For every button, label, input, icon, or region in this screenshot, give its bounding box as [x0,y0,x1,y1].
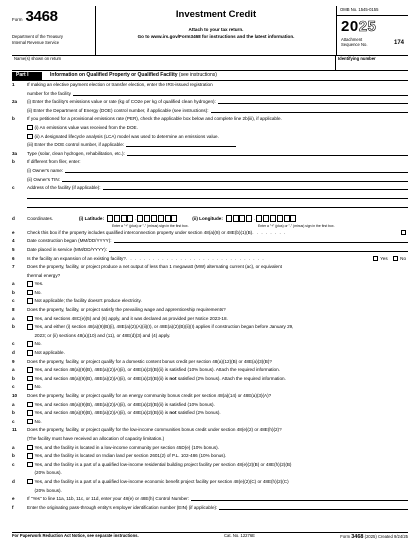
net-output-no-checkbox[interactable] [27,290,33,296]
line-8a: a Yes, and sections 48C(e)(5) and (6) apply, and it was declared as provided per Notice 2023-18. [12,316,408,325]
domestic-9c-checkbox[interactable] [27,384,33,390]
line-text: Yes, and section 48(a)(9)(B), 48E(a)(2)(A)(ii), or 48E(a)(2)(B)(ii) is not satisfied (2% bonus). Attach the required information. [34,375,286,381]
line-text: (ii) A designated lifecycle analysis (LCA) model was used to determine an emissions value. [34,133,219,139]
line-11d: d Yes, and the facility is a part of a qualified low-income economic benefit project facility per section 48(e)(2)(C) or 48E(h)(2)(C) [12,479,408,488]
lowincome-11b-checkbox[interactable] [27,453,33,459]
attachment-sequence [337,37,408,47]
attach-note: Attach to your tax return. [188,26,244,32]
line-2a-ii [12,108,408,117]
longitude-label: (ii) Longitude: [192,215,223,221]
line-11: 11 Does the property, facility, or project qualify for the low-income communities bonus credit under section 48(e)(2) or 48E(h)(2)? [12,427,408,436]
line-text: (20% bonus). [34,470,62,476]
line-text: Yes, and the facility is a part of a qualified low-income economic benefit project facility per section 48(e)(2)(C) or 48E(h)(2)(C) [34,478,289,484]
paperwork-notice: For Paperwork Reduction Act Notice, see separate instructions. [12,533,139,538]
dept-line-1: Department of the Treasury [12,34,63,40]
line-11b: b Yes, and the facility is located on Indian land per section 2601(2) of P.L. 102-486 (10% bonus). [12,453,408,462]
construction-date-input[interactable] [114,238,408,243]
form-footer [12,532,408,540]
energy-10b-checkbox[interactable] [27,410,33,416]
omb-number: OMB No. 1545-0155 [337,6,408,16]
tax-year [337,16,408,37]
line-2b-i [12,125,408,134]
line-6: 6 Is the facility an expansion of an existing facility? . . . . . . . . . . . . . . . . . . . . . . . . . . . . . . . Yes No [12,255,406,261]
doe-control-number-input[interactable] [211,108,408,113]
line-text: Coordinates. [27,215,54,221]
line-7b: b No. [12,289,42,295]
line-text: number for the facility [27,90,71,96]
line-text: Yes, and sections 48C(e)(5) and (6) apply, and it was declared as provided per Notice 2023-18. [34,315,228,321]
line-text: Is the facility an expansion of an existing facility? [27,255,126,261]
attachment-labels [341,37,368,47]
domestic-9b-checkbox[interactable] [27,376,33,382]
line-text: Address of the facility (if applicable): [27,185,101,191]
footer-form-id: Form 3468 (2025) Created 9/24/25 [340,534,408,540]
interconnection-checkbox[interactable] [401,230,407,236]
line-text: (ii) Owner's TIN: [27,176,60,182]
facility-address-input-3[interactable] [27,203,408,208]
header-left [12,6,96,55]
catalog-number: Cat. No. 12276E [224,533,255,538]
line-text: (i) An emissions value was received from the DOE. [34,124,138,130]
line-2b: b If you petitioned for a provisional emissions rate (PER), check the applicable box below and complete line 2b(iii), if applicable. [12,116,408,125]
line-text: (i) Enter the facility's emissions value or rate (kg of CO2e per kg of qualified clean hydrogen): [27,99,216,105]
line-3b: b If different from filer, enter: [12,159,408,168]
line-text: Does the property, facility, or project qualify for a domestic content bonus credit per section 48(a)(12)(B) or 48E(a)(3)(B)? [27,358,272,364]
line-11-note [12,436,408,445]
department [12,34,95,45]
dept-line-2: Internal Revenue Service [12,39,60,45]
expansion-no-checkbox[interactable] [393,256,399,262]
line-7a: a Yes. [12,281,44,287]
part-label: Part I [12,72,42,80]
longitude-hint: Enter a "+" (plus) or "-" (minus) sign in the first box. [258,223,335,228]
form-number-block [12,8,95,25]
line-3a: 3a Type (solar, clean hydrogen, rehabilitation, etc.): [12,151,408,160]
line-8: 8 Does the property, facility, or project satisfy the prevailing wage and apprenticeship requirements? [12,307,408,316]
lowincome-11a-checkbox[interactable] [27,445,33,451]
domestic-9a-checkbox[interactable] [27,367,33,373]
line-text: Yes, and section 48(a)(9)(B), 48E(a)(2)(A)(ii), or 48E(a)(2)(B)(ii) is satisfied (10% bonus). [34,401,215,407]
line-text: Not applicable; the facility doesn't produce electricity. [34,298,142,304]
line-text: (iii) Enter the DOE control number, if applicable: [27,142,125,148]
line-text: Yes, and the facility is located on Indian land per section 2601(2) of P.L. 102-486 (10% bonus). [34,453,227,459]
header-right [336,6,408,55]
line-text: If you petitioned for a provisional emissions rate (PER), check the applicable box below and complete line 2b(iii), if applicable. [27,116,282,122]
name-row [12,56,408,71]
line-text: If different from filer, enter: [27,159,81,165]
line-9c: c No. [12,384,42,390]
owner-name-input[interactable] [65,168,408,173]
expansion-yes-checkbox[interactable] [373,256,379,262]
form-number: 3468 [25,8,58,25]
line-text: thermal energy? [27,272,61,278]
goto-note: Go to www.irs.gov/Form3468 for instructions and the latest information. [137,34,295,40]
line-text: Yes, and section 48(a)(9)(B), 48E(a)(2)(A)(ii), or 48E(a)(2)(B)(ii) is satisfied (10% bonus). Attach the required information. [34,367,280,373]
line-7-cont [12,273,408,282]
line-text: Check this box if the property includes qualified interconnection property under section 48(a)(8) or 48E(b)(1)(B) [27,229,253,235]
wage-8c-checkbox[interactable] [27,341,33,347]
registration-number-input[interactable] [73,91,408,96]
line-text: Yes, and the facility is a part of a qualified low-income residential building project facility per section 48(e)(2)(B) or 48E(h)(2)(B) [34,461,292,467]
line-number: 1 [12,82,15,87]
name-field[interactable]: Name(s) shown on return [12,56,336,70]
line-text: (20% bonus). [34,487,62,493]
year-outline: 25 [358,17,377,35]
facility-address-input[interactable] [103,185,408,190]
part-title [42,73,217,79]
line-text: Yes, and the facility is located in a low-income community per section 45D(e) (10% bonus). [34,444,219,450]
control-number-input[interactable] [191,496,408,501]
address-line-2 [12,194,408,203]
line-10: 10 Does the property, facility, or project qualify for an energy community bonus credit per section 48(a)(14) or 48E(a)(3)(A)? [12,393,408,402]
line-11a: a Yes, and the facility is located in a low-income community per section 45D(e) (10% bonus). [12,445,408,454]
line-5: 5 Date placed in service (MM/DD/YYYY): [12,247,408,256]
line-10a: a Yes, and section 48(a)(9)(B), 48E(a)(2)(A)(ii), or 48E(a)(2)(B)(ii) is satisfied (10% bonus). [12,402,408,411]
line-2b-iii [12,142,408,151]
latitude-label: (i) Latitude: [79,215,105,221]
line-3d: d Coordinates. (i) Latitude: . (ii) Longitude: . [12,212,408,225]
line-3c: c Address of the facility (if applicable): [12,185,408,194]
line-9b: b Yes, and section 48(a)(9)(B), 48E(a)(2)(A)(ii), or 48E(a)(2)(B)(ii) is not satisfied (2% bonus). Attach the required information. [12,376,408,385]
no-label: No [400,255,406,261]
line-text: (The facility must have received an allocation of capacity limitation.) [27,435,165,441]
line-11e: e If "Yes" to line 11a, 11b, 11c, or 11d, enter your 48(e) or 48E(h) Control Number: [12,496,408,505]
emissions-value-checkbox[interactable] [27,125,33,131]
lca-model-checkbox[interactable] [27,134,33,140]
year-solid: 20 [341,17,359,35]
line-text: 2023; or (ii) sections 48(a)(10) and (11), or 48E(d)(3) and (4) apply. [34,332,171,338]
line-8c: c No. [12,341,42,347]
yes-label: Yes [380,255,388,261]
line-text: Does the property, facility, or project qualify for the low-income communities bonus credit under section 48(e)(2) or 48E(h)(2)? [27,427,282,433]
line-9: 9 Does the property, facility, or project qualify for a domestic content bonus credit per section 48(a)(12)(B) or 48E(a)(3)(B)? [12,359,408,368]
line-2a-i: 2a (i) Enter the facility's emissions value or rate (kg of CO2e per kg of qualified clean hydrogen): [12,99,408,108]
line-3e: e Check this box if the property includes qualified interconnection property under section 48(a)(8) or 48E(b)(1)(B) . . . . . . . . [12,230,408,239]
line-text: Does the property, facility, or project qualify for an energy community bonus credit per section 48(a)(14) or 48E(a)(3)(A)? [27,393,272,398]
line-text: Yes. [34,281,44,287]
line-text: Does the property, facility, or project satisfy the prevailing wage and apprenticeship requirements? [27,307,226,313]
line-3b-i [12,168,408,177]
part-title-text: Information on Qualified Property or Qualified Facility [50,72,178,79]
energy-10a-checkbox[interactable] [27,402,33,408]
line-8b-cont [12,333,408,342]
line-1-cont [12,91,408,100]
line-text: Enter the originating pass-through entity's employer identification number (EIN) (if applicable): [27,504,218,510]
line-text: (ii) Enter the Department of Energy (DOE) control number, if applicable (see instructions): [27,107,209,113]
placed-in-service-input[interactable] [109,247,408,252]
line-text: Yes, and section 48(a)(9)(B), 48E(a)(2)(A)(ii), or 48E(a)(2)(B)(ii) is not satisfied (2% bonus). [34,410,221,416]
line-text: If "Yes" to line 11a, 11b, 11c, or 11d, enter your 48(e) or 48E(h) Control Number: [27,496,190,502]
ein-input[interactable] [219,505,408,510]
owner-tin-input[interactable] [62,177,408,182]
net-output-na-checkbox[interactable] [27,298,33,304]
address-line-3 [12,203,408,212]
line-7: 7 Does the property, facility, or project produce a net output of less than 1 megawatt (MW) alternating current (ac), or equivalent [12,264,408,273]
line-10b: b Yes, and section 48(a)(9)(B), 48E(a)(2)(A)(ii), or 48E(a)(2)(B)(ii) is not satisfied (2% bonus). [12,410,408,419]
line-7c: c Not applicable; the facility doesn't produce electricity. [12,298,142,304]
line-text: Does the property, facility, or project produce a net output of less than 1 megawatt (MW) alternating current (ac), or equivalent [27,264,282,270]
line-1 [12,82,408,91]
line-3b-ii [12,177,408,186]
sequence-number: 174 [393,39,404,46]
line-10c: c No. [12,418,42,424]
doe-control-input[interactable] [126,142,236,147]
wage-8a-checkbox[interactable] [27,316,33,322]
wage-8d-checkbox[interactable] [27,350,33,356]
sequence-label: Sequence No. [341,42,368,48]
latitude-hint: Enter a "+" (plus) or "-" (minus) sign in the first box. [112,223,189,228]
facility-address-input-2[interactable] [27,194,408,199]
line-text: (i) Owner's name: [27,167,64,173]
line-text: Type (solar, clean hydrogen, rehabilitation, etc.): [27,150,125,156]
energy-10c-checkbox[interactable] [27,419,33,425]
line-text: No. [34,384,42,390]
line-11f: f Enter the originating pass-through entity's employer identification number (EIN) (if applicable): [12,505,408,514]
line-text: No. [34,418,42,424]
line-11d-cont [12,488,408,497]
line-text: No. [34,289,42,295]
line-11c: c Yes, and the facility is a part of a qualified low-income residential building project facility per section 48(e)(2)(B) or 48E(h)(2)(B) [12,462,408,471]
line-text: Date construction began (MM/DD/YYYY): [27,238,112,244]
type-input[interactable] [127,151,408,156]
attachment-label: Attachment [341,37,363,43]
line-text: Not applicable. [34,350,65,356]
form-header [12,6,408,56]
part-see: (see instructions) [178,72,217,79]
form-title: Investment Credit [175,9,257,20]
lowincome-11c-checkbox[interactable] [27,462,33,468]
header-center [96,6,336,55]
part-header [12,72,408,81]
longitude-boxes[interactable]: . [226,215,297,222]
form-word: Form [12,17,23,22]
emissions-value-input[interactable] [218,99,408,104]
line-text: Yes, and either (i) section 48(a)(9)(B)(i), 48E(a)(2)(A)(ii)(I), or 48E(a)(2)(B)(ii)(I) applies if construction began before January 29, [34,324,294,330]
line-text: If making an elective payment election or transfer election, enter the IRS-issued registration [27,82,213,87]
line-text: No. [34,341,42,347]
lowincome-11d-checkbox[interactable] [27,479,33,485]
line-11c-cont [12,470,408,479]
latitude-boxes[interactable]: . [107,215,178,222]
identifying-number-field[interactable]: Identifying number [338,56,376,61]
line-8b: b Yes, and either (i) section 48(a)(9)(B)(i), 48E(a)(2)(A)(ii)(I), or 48E(a)(2)(B)(ii)(I) applies if construction began before January 29, [12,324,408,333]
line-text: Date placed in service (MM/DD/YYYY): [27,246,107,252]
line-8d: d Not applicable. [12,350,65,356]
net-output-yes-checkbox[interactable] [27,281,33,287]
line-4: 4 Date construction began (MM/DD/YYYY): [12,238,408,247]
wage-8b-checkbox[interactable] [27,324,33,330]
line-2b-ii [12,134,408,143]
line-9a: a Yes, and section 48(a)(9)(B), 48E(a)(2)(A)(ii), or 48E(a)(2)(B)(ii) is satisfied (10% bonus). Attach the required information. [12,367,408,376]
